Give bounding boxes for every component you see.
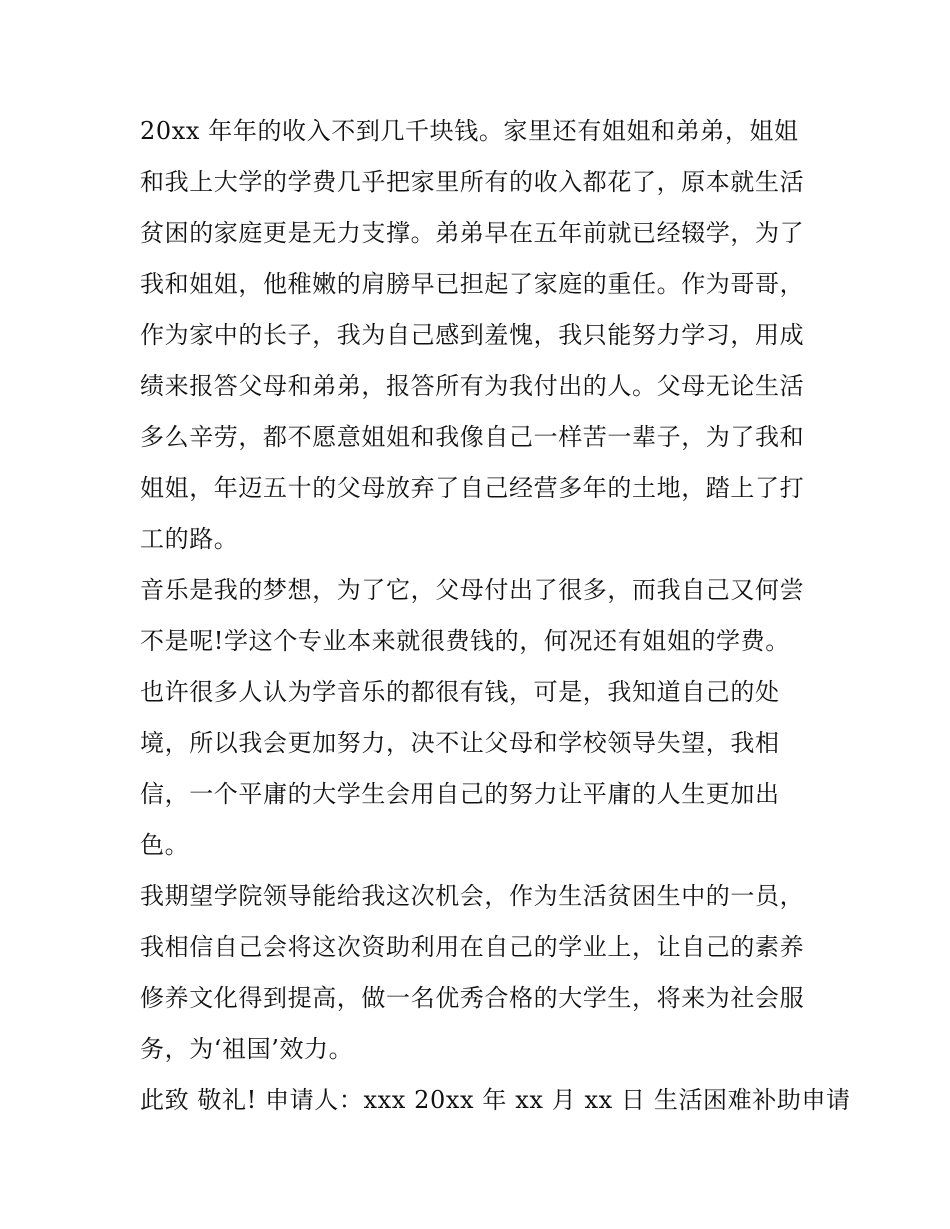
text-line: 工的路。 (140, 525, 239, 553)
text-line: 绩来报答父母和弟弟，报答所有为我付出的人。父母无论生活 (140, 372, 805, 400)
text-line: 务，为‘祖国’效力。 (140, 1035, 354, 1063)
text-line: 我期望学院领导能给我这次机会，作为生活贫困生中的一员， (140, 882, 805, 910)
text-line: 我相信自己会将这次资助利用在自己的学业上，让自己的素养 (140, 933, 805, 961)
text-line: 也许很多人认为学音乐的都很有钱，可是，我知道自己的处 (140, 678, 780, 706)
text-line: 色。 (140, 831, 190, 859)
text-line: 修养文化得到提高，做一名优秀合格的大学生，将来为社会服 (140, 984, 805, 1012)
document-body (140, 106, 851, 1126)
text-line: 姐姐，年迈五十的父母放弃了自己经营多年的土地，踏上了打 (140, 474, 805, 502)
text-line: 信，一个平庸的大学生会用自己的努力让平庸的人生更加出 (140, 780, 780, 808)
text-line: 音乐是我的梦想，为了它，父母付出了很多，而我自己又何尝 (140, 576, 805, 604)
text-line: 此致 敬礼! 申请人：xxx 20xx 年 xx 月 xx 日 生活困难补助申请 (140, 1086, 851, 1114)
text-line: 多么辛劳，都不愿意姐姐和我像自己一样苦一辈子，为了我和 (140, 423, 805, 451)
text-line: 不是呢!学这个专业本来就很费钱的，何况还有姐姐的学费。 (140, 627, 790, 655)
text-line: 我和姐姐，他稚嫩的肩膀早已担起了家庭的重任。作为哥哥， (140, 270, 805, 298)
text-line: 作为家中的长子，我为自己感到羞愧，我只能努力学习，用成 (140, 321, 805, 349)
text-line: 和我上大学的学费几乎把家里所有的收入都花了，原本就生活 (140, 168, 805, 196)
text-line: 境，所以我会更加努力，决不让父母和学校领导失望，我相 (140, 729, 780, 757)
text-line: 贫困的家庭更是无力支撑。弟弟早在五年前就已经辍学，为了 (140, 219, 805, 247)
text-line: 20xx 年年的收入不到几千块钱。家里还有姐姐和弟弟，姐姐 (140, 117, 799, 145)
